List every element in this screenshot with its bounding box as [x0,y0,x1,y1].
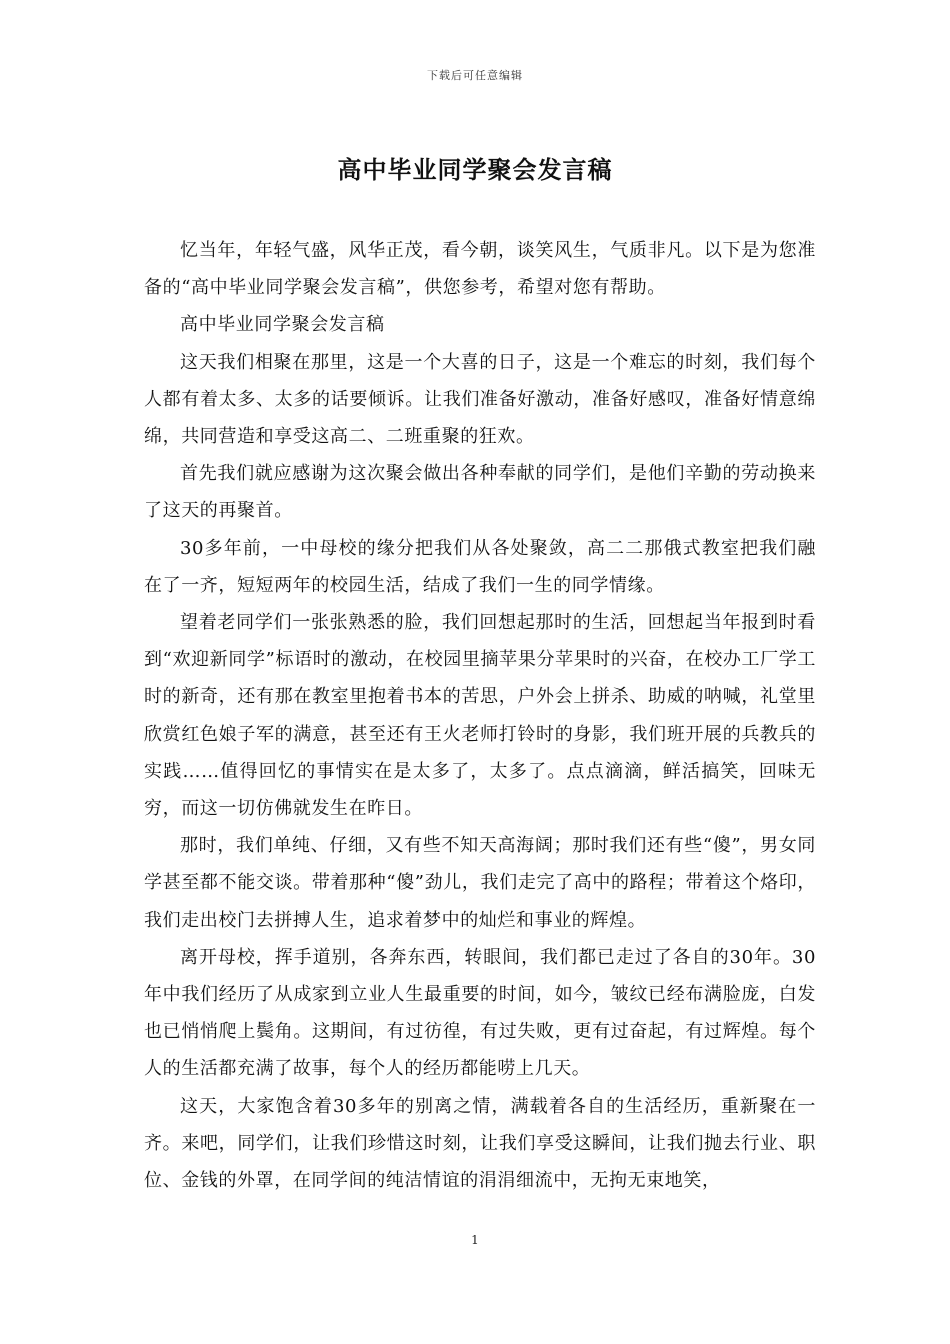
paragraph-intro: 忆当年，年轻气盛，风华正茂，看今朝，谈笑风生，气质非凡。以下是为您准备的“高中毕业同学聚会发言稿”，供您参考，希望对您有帮助。 [144,240,816,299]
paragraph-subtitle: 高中毕业同学聚会发言稿 [180,314,385,336]
paragraph: 离开母校，挥手道别，各奔东西，转眼间，我们都已走过了各自的30年。30年中我们经历了从成家到立业人生最重要的时间，如今，皱纹已经布满脸庞，白发也已悄悄爬上鬓角。这期间，有过彷徨，有过失败，更有过奋起，有过辉煌。每个人的生活都充满了故事，每个人的经历都能唠上几天。 [144,946,816,1080]
header-note: 下载后可任意编辑 [427,69,523,82]
paragraph: 望着老同学们一张张熟悉的脸，我们回想起那时的生活，回想起当年报到时看到“欢迎新同学”标语时的激动，在校园里摘苹果分苹果时的兴奋，在校办工厂学工时的新奇，还有那在教室里抱着书本的苦思，户外会上拼杀、助威的呐喊，礼堂里欣赏红色娘子军的满意，甚至还有王火老师打铃时的身影，我们班开展的兵教兵的实践……值得回忆的事情实在是太多了，太多了。点点滴滴，鲜活搞笑，回味无穷，而这一切仿佛就发生在昨日。 [144,612,816,820]
document-title: 高中毕业同学聚会发言稿 [337,155,613,184]
paragraph: 这天，大家饱含着30多年的别离之情，满载着各自的生活经历，重新聚在一齐。来吧，同学们，让我们珍惜这时刻，让我们享受这瞬间，让我们抛去行业、职位、金钱的外罩，在同学间的纯洁情谊的涓涓细流中，无拘无束地笑， [144,1095,816,1192]
document-body [144,232,816,1199]
paragraph: 那时，我们单纯、仔细，又有些不知天高海阔；那时我们还有些“傻”，男女同学甚至都不能交谈。带着那种“傻”劲儿，我们走完了高中的路程；带着这个烙印，我们走出校门去拼搏人生，追求着梦中的灿烂和事业的辉煌。 [144,835,816,931]
paragraph: 首先我们就应感谢为这次聚会做出各种奉献的同学们，是他们辛勤的劳动换来了这天的再聚首。 [144,463,816,522]
page-number: 1 [471,1233,479,1247]
paragraph: 这天我们相聚在那里，这是一个大喜的日子，这是一个难忘的时刻，我们每个人都有着太多、太多的话要倾诉。让我们准备好激动，准备好感叹，准备好情意绵绵，共同营造和享受这高二、二班重聚的狂欢。 [144,351,816,448]
paragraph: 30多年前，一中母校的缘分把我们从各处聚敛，高二二那俄式教室把我们融在了一齐，短短两年的校园生活，结成了我们一生的同学情缘。 [144,537,816,596]
